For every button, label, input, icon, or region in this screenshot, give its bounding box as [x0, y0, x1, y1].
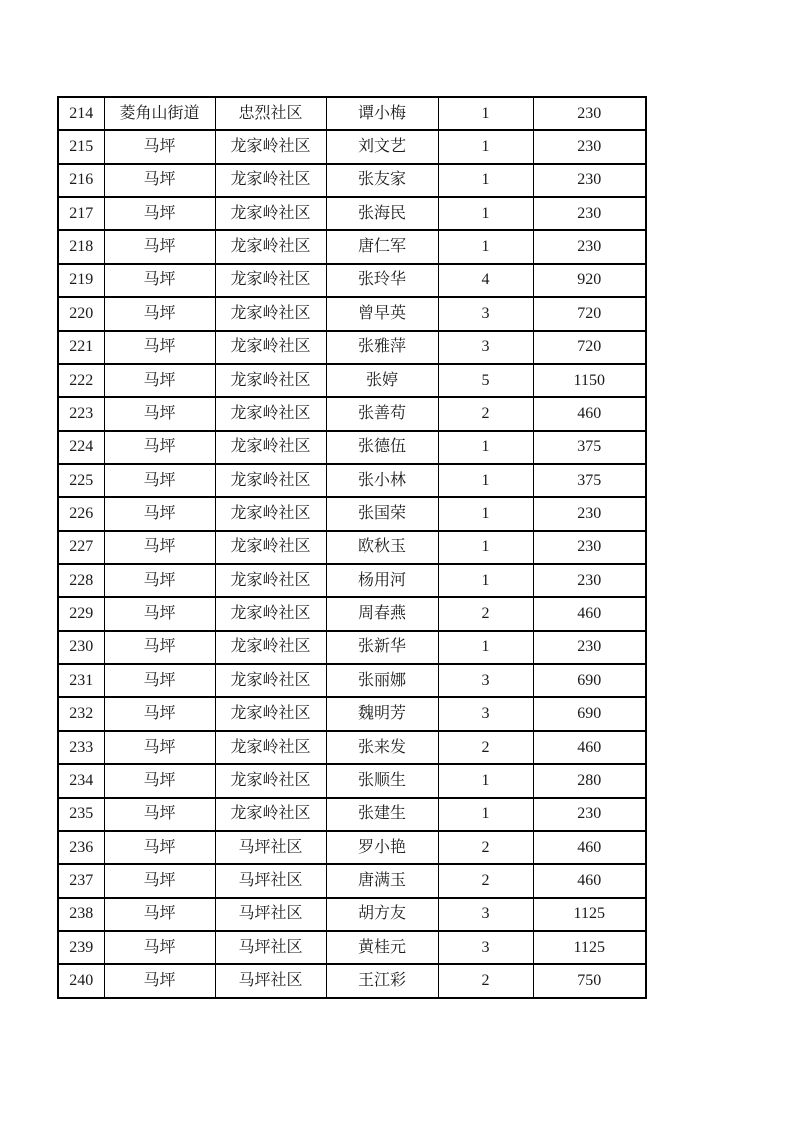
table-cell-count: 3: [438, 898, 533, 931]
table-cell-street: 马坪: [104, 864, 215, 897]
table-cell-serial: 221: [58, 331, 104, 364]
table-cell-person-name: 张玲华: [326, 264, 438, 297]
table-cell-serial: 218: [58, 230, 104, 263]
table-cell-community: 龙家岭社区: [215, 631, 326, 664]
table-cell-serial: 236: [58, 831, 104, 864]
table-cell-person-name: 张雅萍: [326, 331, 438, 364]
table-row: [58, 597, 646, 630]
table-cell-amount: 720: [533, 297, 646, 330]
table-cell-serial: 234: [58, 764, 104, 797]
table-cell-amount: 1125: [533, 898, 646, 931]
table-row: [58, 664, 646, 697]
table-row: [58, 364, 646, 397]
table-cell-serial: 229: [58, 597, 104, 630]
table-cell-amount: 750: [533, 964, 646, 998]
table-row: [58, 464, 646, 497]
table-cell-serial: 235: [58, 798, 104, 831]
table-cell-amount: 1150: [533, 364, 646, 397]
table-row: [58, 197, 646, 230]
table-cell-street: 马坪: [104, 397, 215, 430]
table-cell-amount: 230: [533, 230, 646, 263]
table-cell-serial: 223: [58, 397, 104, 430]
table-cell-street: 马坪: [104, 731, 215, 764]
table-cell-community: 忠烈社区: [215, 97, 326, 130]
table-cell-count: 2: [438, 831, 533, 864]
table-cell-person-name: 张德伍: [326, 431, 438, 464]
table-cell-community: 龙家岭社区: [215, 564, 326, 597]
table-cell-serial: 228: [58, 564, 104, 597]
table-cell-count: 2: [438, 864, 533, 897]
table-cell-street: 马坪: [104, 531, 215, 564]
table-cell-count: 1: [438, 764, 533, 797]
records-table: [57, 96, 647, 999]
table-row: [58, 497, 646, 530]
table-cell-count: 3: [438, 331, 533, 364]
table-row: [58, 764, 646, 797]
table-cell-person-name: 张海民: [326, 197, 438, 230]
table-cell-amount: 690: [533, 697, 646, 730]
table-cell-amount: 460: [533, 597, 646, 630]
table-cell-street: 马坪: [104, 564, 215, 597]
table-cell-amount: 280: [533, 764, 646, 797]
table-cell-street: 马坪: [104, 798, 215, 831]
table-row: [58, 731, 646, 764]
table-cell-amount: 230: [533, 531, 646, 564]
table-cell-street: 马坪: [104, 264, 215, 297]
table-cell-serial: 214: [58, 97, 104, 130]
table-cell-community: 龙家岭社区: [215, 764, 326, 797]
table-row: [58, 297, 646, 330]
table-cell-street: 马坪: [104, 297, 215, 330]
table-cell-person-name: 曾早英: [326, 297, 438, 330]
table-cell-street: 马坪: [104, 431, 215, 464]
table-cell-amount: 230: [533, 631, 646, 664]
table-cell-person-name: 张来发: [326, 731, 438, 764]
table-row: [58, 164, 646, 197]
table-cell-amount: 1125: [533, 931, 646, 964]
table-cell-community: 龙家岭社区: [215, 397, 326, 430]
table-cell-person-name: 欧秋玉: [326, 531, 438, 564]
table-cell-count: 1: [438, 431, 533, 464]
table-cell-street: 马坪: [104, 364, 215, 397]
table-row: [58, 230, 646, 263]
table-row: [58, 264, 646, 297]
table-cell-street: 马坪: [104, 931, 215, 964]
table-cell-amount: 460: [533, 864, 646, 897]
table-cell-serial: 220: [58, 297, 104, 330]
table-cell-amount: 375: [533, 464, 646, 497]
table-cell-person-name: 唐满玉: [326, 864, 438, 897]
table-cell-community: 马坪社区: [215, 898, 326, 931]
table-cell-count: 3: [438, 697, 533, 730]
table-cell-serial: 240: [58, 964, 104, 998]
table-cell-community: 龙家岭社区: [215, 230, 326, 263]
table-cell-street: 马坪: [104, 497, 215, 530]
table-cell-community: 马坪社区: [215, 964, 326, 998]
table-cell-community: 马坪社区: [215, 931, 326, 964]
table-cell-count: 2: [438, 731, 533, 764]
table-cell-amount: 230: [533, 164, 646, 197]
table-cell-count: 1: [438, 230, 533, 263]
table-cell-person-name: 刘文艺: [326, 130, 438, 163]
table-cell-street: 马坪: [104, 164, 215, 197]
table-cell-amount: 230: [533, 130, 646, 163]
table-cell-count: 1: [438, 631, 533, 664]
table-cell-person-name: 张小林: [326, 464, 438, 497]
table-cell-street: 菱角山街道: [104, 97, 215, 130]
table-row: [58, 631, 646, 664]
table-cell-count: 1: [438, 164, 533, 197]
table-cell-person-name: 罗小艳: [326, 831, 438, 864]
table-row: [58, 531, 646, 564]
table-cell-amount: 230: [533, 564, 646, 597]
table-cell-person-name: 张丽娜: [326, 664, 438, 697]
table-cell-count: 1: [438, 531, 533, 564]
table-cell-count: 3: [438, 931, 533, 964]
table-cell-count: 1: [438, 130, 533, 163]
table-cell-amount: 230: [533, 97, 646, 130]
table-cell-count: 1: [438, 97, 533, 130]
table-cell-community: 龙家岭社区: [215, 331, 326, 364]
table-cell-serial: 216: [58, 164, 104, 197]
table-row: [58, 331, 646, 364]
table-cell-street: 马坪: [104, 664, 215, 697]
table-cell-community: 龙家岭社区: [215, 197, 326, 230]
table-cell-count: 3: [438, 297, 533, 330]
table-cell-count: 1: [438, 464, 533, 497]
table-cell-street: 马坪: [104, 964, 215, 998]
table-cell-street: 马坪: [104, 831, 215, 864]
table-cell-person-name: 谭小梅: [326, 97, 438, 130]
table-cell-count: 1: [438, 497, 533, 530]
table-cell-street: 马坪: [104, 464, 215, 497]
table-row: [58, 397, 646, 430]
table-cell-street: 马坪: [104, 764, 215, 797]
table-cell-community: 马坪社区: [215, 831, 326, 864]
table-row: [58, 97, 646, 130]
table-cell-serial: 219: [58, 264, 104, 297]
table-cell-person-name: 唐仁军: [326, 230, 438, 263]
table-cell-amount: 230: [533, 197, 646, 230]
table-cell-street: 马坪: [104, 197, 215, 230]
table-cell-amount: 720: [533, 331, 646, 364]
table-cell-serial: 225: [58, 464, 104, 497]
table-cell-community: 龙家岭社区: [215, 731, 326, 764]
table-cell-person-name: 张新华: [326, 631, 438, 664]
table-cell-count: 2: [438, 597, 533, 630]
table-cell-serial: 232: [58, 697, 104, 730]
table-cell-amount: 375: [533, 431, 646, 464]
table-cell-person-name: 魏明芳: [326, 697, 438, 730]
table-cell-count: 5: [438, 364, 533, 397]
table-cell-serial: 217: [58, 197, 104, 230]
table-cell-community: 龙家岭社区: [215, 264, 326, 297]
table-cell-street: 马坪: [104, 230, 215, 263]
table-cell-count: 2: [438, 397, 533, 430]
table-row: [58, 697, 646, 730]
table-row: [58, 564, 646, 597]
table-cell-street: 马坪: [104, 697, 215, 730]
table-cell-count: 4: [438, 264, 533, 297]
table-cell-community: 龙家岭社区: [215, 164, 326, 197]
table-cell-person-name: 张国荣: [326, 497, 438, 530]
table-cell-serial: 230: [58, 631, 104, 664]
table-cell-amount: 230: [533, 798, 646, 831]
records-table-body: [58, 97, 646, 998]
table-cell-serial: 224: [58, 431, 104, 464]
table-cell-amount: 690: [533, 664, 646, 697]
table-cell-serial: 231: [58, 664, 104, 697]
table-cell-count: 1: [438, 197, 533, 230]
table-cell-serial: 226: [58, 497, 104, 530]
table-cell-community: 龙家岭社区: [215, 130, 326, 163]
table-cell-person-name: 张友家: [326, 164, 438, 197]
table-cell-amount: 920: [533, 264, 646, 297]
table-cell-community: 龙家岭社区: [215, 798, 326, 831]
table-cell-community: 龙家岭社区: [215, 364, 326, 397]
table-cell-community: 龙家岭社区: [215, 531, 326, 564]
table-cell-street: 马坪: [104, 597, 215, 630]
table-cell-serial: 227: [58, 531, 104, 564]
table-cell-count: 3: [438, 664, 533, 697]
table-row: [58, 898, 646, 931]
table-cell-community: 龙家岭社区: [215, 664, 326, 697]
table-cell-community: 马坪社区: [215, 864, 326, 897]
table-row: [58, 431, 646, 464]
table-row: [58, 964, 646, 998]
table-cell-community: 龙家岭社区: [215, 497, 326, 530]
table-cell-person-name: 张婷: [326, 364, 438, 397]
table-cell-serial: 215: [58, 130, 104, 163]
table-row: [58, 864, 646, 897]
table-cell-serial: 239: [58, 931, 104, 964]
table-cell-person-name: 杨用河: [326, 564, 438, 597]
table-cell-person-name: 王江彩: [326, 964, 438, 998]
table-cell-serial: 237: [58, 864, 104, 897]
table-cell-serial: 222: [58, 364, 104, 397]
table-cell-community: 龙家岭社区: [215, 697, 326, 730]
table-cell-amount: 460: [533, 831, 646, 864]
table-cell-street: 马坪: [104, 631, 215, 664]
table-cell-community: 龙家岭社区: [215, 464, 326, 497]
table-cell-person-name: 黄桂元: [326, 931, 438, 964]
table-cell-person-name: 周春燕: [326, 597, 438, 630]
table-cell-person-name: 张顺生: [326, 764, 438, 797]
table-cell-serial: 238: [58, 898, 104, 931]
table-cell-count: 1: [438, 798, 533, 831]
table-cell-person-name: 张建生: [326, 798, 438, 831]
table-row: [58, 831, 646, 864]
table-cell-street: 马坪: [104, 130, 215, 163]
table-cell-community: 龙家岭社区: [215, 297, 326, 330]
table-cell-count: 1: [438, 564, 533, 597]
table-cell-amount: 460: [533, 731, 646, 764]
table-cell-person-name: 胡方友: [326, 898, 438, 931]
table-cell-community: 龙家岭社区: [215, 431, 326, 464]
table-cell-street: 马坪: [104, 898, 215, 931]
table-row: [58, 931, 646, 964]
table-cell-amount: 460: [533, 397, 646, 430]
table-cell-community: 龙家岭社区: [215, 597, 326, 630]
table-cell-count: 2: [438, 964, 533, 998]
table-row: [58, 798, 646, 831]
table-row: [58, 130, 646, 163]
table-cell-person-name: 张善苟: [326, 397, 438, 430]
table-cell-serial: 233: [58, 731, 104, 764]
table-cell-amount: 230: [533, 497, 646, 530]
table-cell-street: 马坪: [104, 331, 215, 364]
